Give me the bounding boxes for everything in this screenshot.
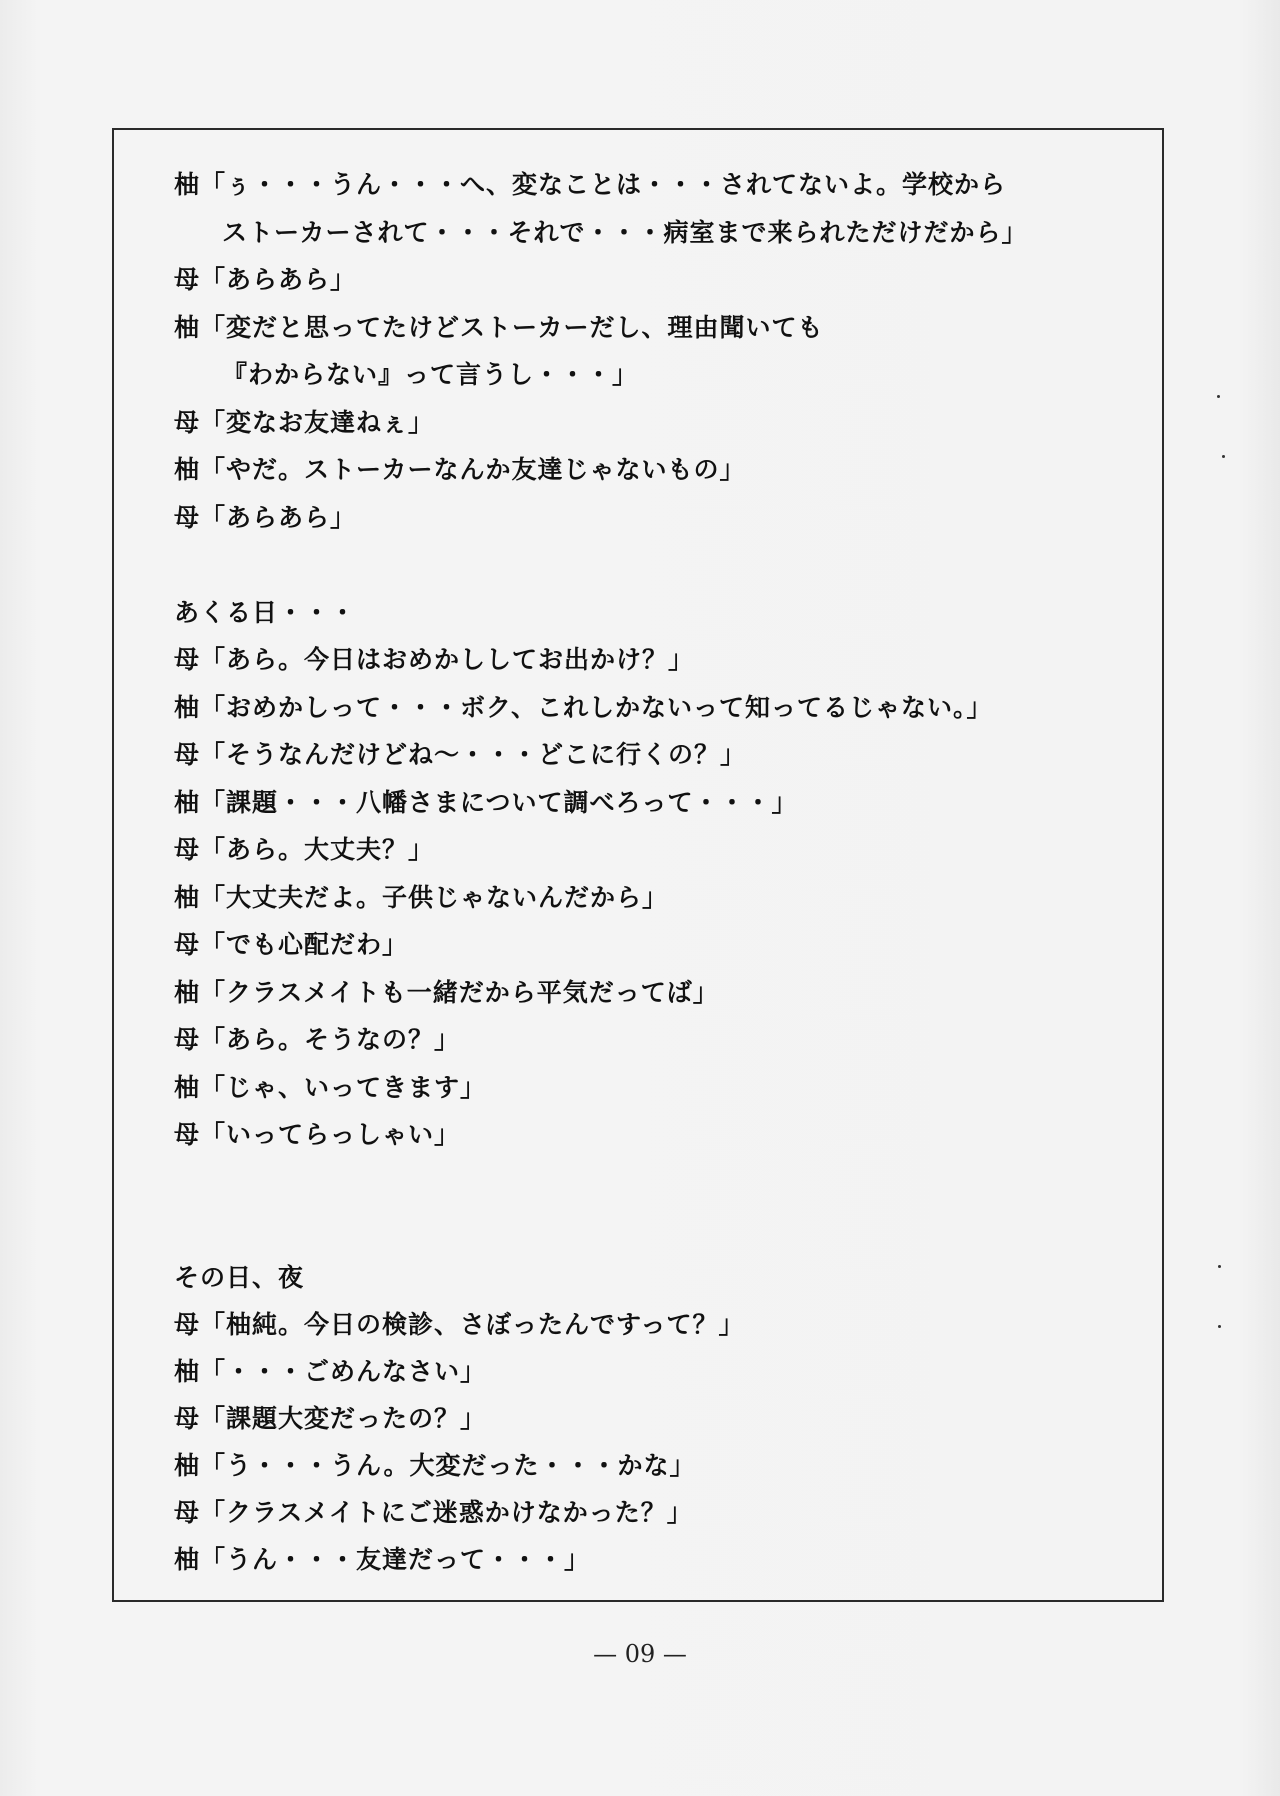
- dialogue-line: 柚「うん・・・友達だって・・・」: [174, 1545, 591, 1574]
- dialogue-line: 『わからない』って言うし・・・」: [222, 360, 639, 389]
- dialogue-line: ストーカーされて・・・それで・・・病室まで来られただけだから」: [222, 218, 1028, 247]
- dialogue-line: 柚「う・・・うん。大変だった・・・かな」: [174, 1451, 696, 1480]
- scan-speck: [1218, 1325, 1221, 1328]
- dialogue-line: 母「そうなんだけどね～・・・どこに行くの？」: [174, 740, 747, 769]
- scan-speck: [1217, 395, 1220, 398]
- dialogue-line: 柚「クラスメイトも一緒だから平気だってば」: [174, 978, 719, 1007]
- dialogue-line: 母「あらあら」: [174, 503, 357, 532]
- dialogue-line: 母「あら。そうなの？」: [174, 1025, 461, 1054]
- dialogue-line: 母「課題大変だったの？」: [174, 1404, 487, 1433]
- dialogue-line: 柚「じゃ、いってきます」: [174, 1073, 487, 1102]
- scan-speck: [1222, 455, 1225, 458]
- dialogue-line: 柚「おめかしって・・・ボク、これしかないって知ってるじゃない。」: [174, 693, 993, 722]
- dialogue-line: 柚「大丈夫だよ。子供じゃないんだから」: [174, 883, 669, 912]
- scene-heading: あくる日・・・: [174, 598, 357, 627]
- dialogue-line: 柚「変だと思ってたけどストーカーだし、理由聞いても: [174, 313, 824, 342]
- dialogue-line: 母「クラスメイトにご迷惑かけなかった？」: [174, 1498, 693, 1527]
- dialogue-line: 母「変なお友達ねぇ」: [174, 408, 435, 437]
- dialogue-line: 母「でも心配だわ」: [174, 930, 409, 959]
- dialogue-line: 母「柚純。今日の検診、さぼったんですって？」: [174, 1310, 745, 1339]
- dialogue-line: 母「あら。今日はおめかししてお出かけ？」: [174, 645, 695, 674]
- dialogue-line: 母「いってらっしゃい」: [174, 1120, 461, 1149]
- scene-heading: その日、夜: [174, 1263, 305, 1292]
- dialogue-line: 柚「やだ。ストーカーなんか友達じゃないもの」: [174, 455, 746, 484]
- dialogue-line: 柚「ぅ・・・うん・・・へ、変なことは・・・されてないよ。学校から: [174, 170, 1007, 199]
- scan-speck: [1218, 1265, 1221, 1268]
- dialogue-line: 母「あらあら」: [174, 265, 357, 294]
- dialogue-line: 柚「・・・ごめんなさい」: [174, 1357, 487, 1386]
- dialogue-line: 母「あら。大丈夫？」: [174, 835, 435, 864]
- dialogue-line: 柚「課題・・・八幡さまについて調べろって・・・」: [174, 788, 798, 817]
- page-number: — 09 —: [593, 1640, 687, 1668]
